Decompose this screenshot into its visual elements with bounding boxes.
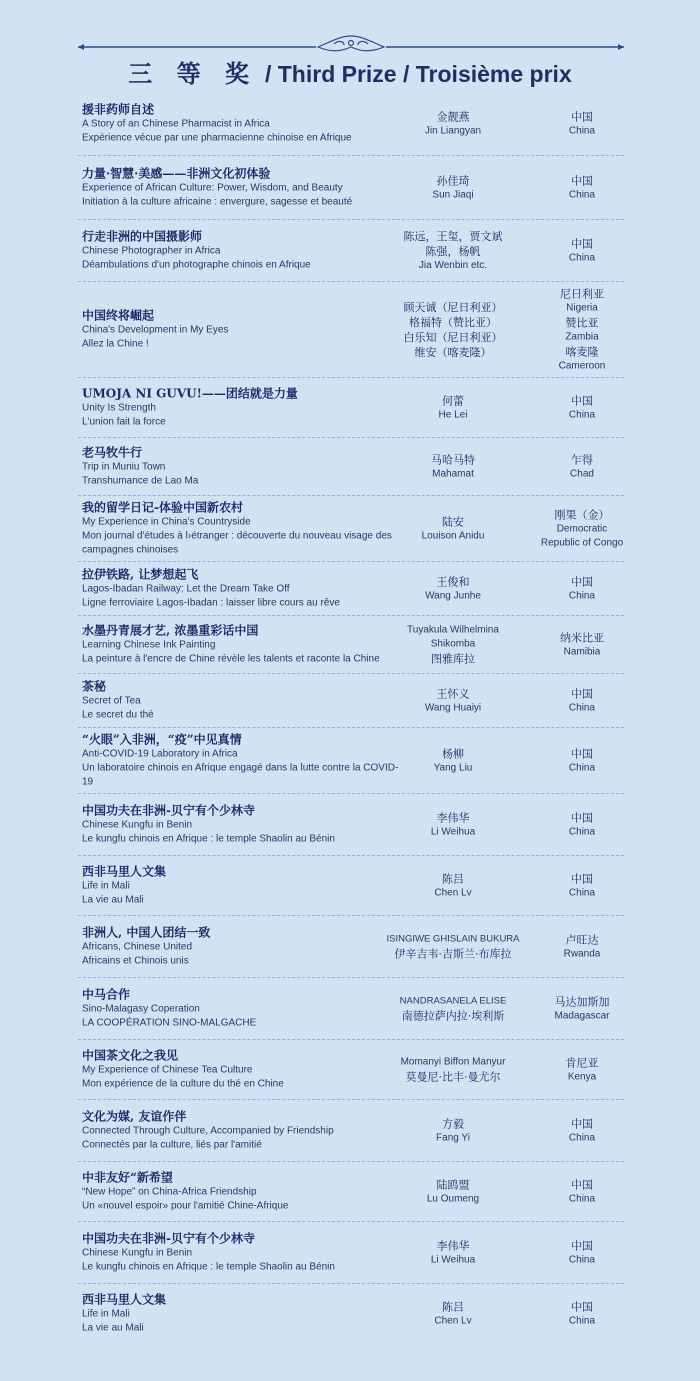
country-name-line: Namibia [563,646,601,657]
title-chinese: 中马合作 [82,987,131,1001]
title-english: Connected Through Culture, Accompanied by Friendship [82,1125,334,1136]
title-english-french: / Third Prize / Troisième prix [264,61,572,87]
work-titles [82,308,400,351]
title-french: Initiation à la culture africaine : envergure, sagesse et beauté [82,196,353,207]
author-name [378,514,528,543]
title-french: Mon expérience de la culture du thé en Chine [82,1078,284,1089]
work-titles [82,386,400,429]
award-entry [78,92,624,156]
author-name-line: Tuyakula Wilhelmina [407,624,499,635]
author-name-line: 伊辛吉韦·吉斯兰·布库拉 [394,947,512,960]
country-name-line: 尼日利亚 [560,287,604,300]
title-french: Mon journal d'études à l›étranger : découverte du nouveau visage des campagnes chinoises [82,530,392,555]
author-name-line: He Lei [438,409,468,420]
title-chinese: 西非马里人文集 [82,864,167,878]
author-name-line: 维安（喀麦隆） [414,345,492,359]
title-english: My Experience in China's Countryside [82,516,251,527]
section-title [0,54,700,89]
title-english: Africans, Chinese United [82,941,193,952]
author-name [378,393,528,422]
title-chinese: 拉伊铁路, 让梦想起飞 [82,567,199,581]
country-name [528,630,636,659]
title-english: “New Hope” on China-Africa Friendship [82,1186,257,1197]
title-chinese: 西非马里人文集 [82,1292,167,1307]
title-french: La vie au Mali [82,1322,144,1334]
award-entry [78,728,624,794]
country-name-line: 马达加斯加 [554,995,610,1008]
title-chinese: 茶秘 [82,679,107,693]
country-name-line: Cameroon [558,360,606,371]
title-chinese: 三 等 奖 [128,59,257,88]
title-chinese: 中国终将崛起 [82,308,155,322]
award-entry [78,378,624,438]
country-name-line: China [568,409,596,420]
country-name-line: 中国 [571,811,593,824]
author-name-line: Wang Junhe [425,590,481,601]
title-chinese: “火眼”入非洲，“疫”中见真情 [82,732,242,746]
title-french: La vie au Mali [82,894,144,905]
country-name [528,1055,636,1084]
country-name-line: Chad [570,468,594,479]
country-name-line: Democratic [556,523,608,534]
country-name [528,746,636,775]
author-name-line: 王怀义 [436,687,470,700]
award-entry [78,1040,624,1100]
author-name [378,994,528,1023]
country-name-line: 中国 [571,1300,593,1314]
author-name-line: Wang Huaiyi [424,702,482,713]
author-name-line: 李伟华 [436,1239,470,1252]
country-name-line: 中国 [571,174,593,187]
title-english: Experience of African Culture: Power, Wisdom, and Beauty [82,182,343,193]
award-entry [78,674,624,728]
work-titles [82,732,400,789]
author-name [378,1238,528,1267]
author-name [378,1055,528,1084]
title-french: Le secret du thé [82,709,154,720]
title-chinese: 中国功夫在非洲-贝宁有个少林寺 [82,803,255,817]
title-french: La peinture à l'encre de Chine révèle les talents et raconte la Chine [82,653,380,664]
author-name-line: 方毅 [442,1117,464,1130]
author-name [378,452,528,481]
title-chinese: 水墨丹青展才艺, 浓墨重彩话中国 [82,623,259,637]
country-name-line: 中国 [571,237,593,250]
title-chinese: 非洲人, 中国人团结一致 [82,925,211,939]
title-french: LA COOPÉRATION SINO-MALGACHE [82,1017,257,1028]
country-name-line: 卢旺达 [565,933,599,946]
award-entry [78,496,624,562]
country-name [528,507,636,550]
author-name-line: Yang Liu [433,762,473,773]
author-name-line: Jia Wenbin etc. [418,259,488,271]
country-name [528,452,636,481]
author-name-line: Louison Anidu [421,530,485,541]
award-entry [78,156,624,220]
author-name-line: Shikomba [430,638,476,649]
title-chinese: 文化为媒, 友谊作伴 [82,1109,187,1123]
work-titles [82,567,400,610]
work-titles [82,987,400,1030]
country-name-line: China [568,702,596,713]
author-name-line: ISINGIWE GHISLAIN BUKURA [386,933,520,944]
award-list [78,92,624,1344]
title-english: Trip in Muniu Town [82,461,166,472]
author-name [378,1300,528,1329]
country-name-line: Rwanda [563,948,601,959]
country-name-line: 乍得 [571,453,593,466]
award-entry [78,978,624,1040]
author-name [378,623,528,666]
country-name-line: 中国 [571,575,593,588]
title-french: Connectés par la culture, liés par l'amitié [82,1139,262,1150]
work-titles [82,1170,400,1213]
author-name-line: 白乐知（尼日利亚） [403,330,503,344]
country-name-line: China [568,762,596,773]
title-chinese: 中非友好“新希望 [82,1170,173,1184]
country-name-line: Madagascar [554,1010,610,1021]
title-french: Expérience vécue par une pharmacienne chinoise en Afrique [82,132,352,143]
country-name-line: 中国 [571,872,593,885]
title-english: Sino-Malagasy Coperation [82,1003,200,1014]
title-french: Allez la Chine ! [82,338,149,349]
author-name-line: Li Weihua [430,826,476,837]
country-name [528,236,636,265]
author-name [378,686,528,715]
country-name [528,109,636,138]
author-name-line: Chen Lv [434,1315,472,1327]
title-chinese: 中国茶文化之我见 [82,1048,179,1062]
country-name-line: China [568,1254,596,1265]
author-name-line: 金靓燕 [436,110,470,123]
title-chinese: 老马牧牛行 [82,445,143,459]
work-titles [82,445,400,488]
title-english: Chinese Kungfu in Benin [82,819,193,830]
author-name-line: 图雅库拉 [431,652,475,665]
author-name-line: 南德拉萨内拉·埃利斯 [401,1009,505,1022]
title-english: Unity Is Strength [82,402,156,413]
work-titles [82,102,400,145]
country-name-line: 中国 [571,110,593,123]
title-english: Life in Mali [82,880,130,891]
country-name-line: 中国 [571,1178,593,1191]
country-name [528,574,636,603]
award-entry [78,916,624,978]
award-entry [78,1222,624,1284]
author-name-line: Momanyi Biffon Manyur [400,1056,506,1067]
country-name [528,932,636,961]
author-name-line: 顾天诚（尼日利亚） [403,300,503,314]
award-entry [78,1284,624,1344]
award-entry [78,562,624,616]
title-french: Déambulations d'un photographe chinois en Afrique [82,259,311,270]
author-name-line: 陆安 [442,515,464,528]
author-name-line: NANDRASANELA ELISE [399,995,507,1006]
country-name-line: 中国 [571,1239,593,1252]
award-entry [78,282,624,378]
author-name [378,574,528,603]
work-titles [82,500,400,557]
country-name-line: 喀麦隆 [565,345,599,358]
country-name-line: China [568,252,596,263]
country-name-line: 中国 [571,687,593,700]
author-name-line: Chen Lv [434,887,472,898]
country-name-line: Republic of Congo [540,537,624,548]
title-french: Le kungfu chinois en Afrique : le temple Shaolin au Bénin [82,833,335,844]
award-entry [78,794,624,856]
title-french: Un laboratoire chinois en Afrique engagé dans la lutte contre la COVID-19 [82,762,399,787]
title-english: A Story of an Chinese Pharmacist in Africa [82,118,270,129]
work-titles [82,1048,400,1091]
author-name-line: 马哈马特 [431,453,475,466]
author-name-line: 陈吕 [442,1300,464,1314]
title-english: Anti-COVID-19 Laboratory in Africa [82,748,238,759]
author-name [378,932,528,961]
work-titles [82,623,400,666]
title-english: Chinese Photographer in Africa [82,245,221,256]
title-french: Africains et Chinois unis [82,955,189,966]
country-name [528,173,636,202]
work-titles [82,1109,400,1152]
country-name-line: 中国 [571,394,593,407]
title-chinese: 援非药师自述 [82,102,155,116]
author-name-line: Sun Jiaqi [432,189,474,200]
country-name [528,810,636,839]
award-entry [78,438,624,496]
title-english: Secret of Tea [82,695,141,706]
author-name-line: 何蕾 [442,394,464,407]
author-name-line: Mahamat [432,468,474,479]
award-entry [78,856,624,916]
award-entry [78,1100,624,1162]
title-french: L'union fait la force [82,416,166,427]
award-entry [78,616,624,674]
title-chinese: 我的留学日记-体验中国新农村 [82,500,243,514]
title-chinese: 中国功夫在非洲-贝宁有个少林寺 [82,1231,255,1245]
country-name-line: Zambia [565,331,599,342]
country-name [528,1116,636,1145]
author-name [378,871,528,900]
country-name-line: 中国 [571,747,593,760]
country-name-line: China [568,887,596,898]
author-name-line: 陈吕 [442,872,464,885]
country-name-line: China [568,1132,596,1143]
country-name-line: China [568,826,596,837]
country-name-line: Kenya [567,1071,597,1082]
country-name-line: Nigeria [566,302,598,313]
author-name-line: 陈强，杨帆 [425,244,481,258]
title-chinese: 力量·智慧·美感——非洲文化初体验 [82,166,271,180]
author-name-line: Jin Liangyan [424,125,482,136]
author-name-line: 李伟华 [436,811,470,824]
work-titles [82,925,400,968]
country-name-line: 纳米比亚 [560,631,604,644]
country-name [528,1238,636,1267]
work-titles [82,679,400,722]
title-french: Transhumance de Lao Ma [82,475,199,486]
author-name-line: 莫曼尼·比丰·曼尤尔 [405,1070,501,1083]
author-name-line: 王俊和 [436,575,470,588]
country-name [528,1177,636,1206]
author-name-line: Lu Oumeng [426,1193,480,1204]
author-name-line: 格福特（赞比亚） [409,315,497,329]
title-english: Life in Mali [82,1308,130,1320]
author-name-line: 陈远，王玺，贾文斌 [403,229,503,243]
work-titles [82,229,400,272]
award-entry [78,220,624,282]
author-name-line: 杨柳 [442,747,464,760]
work-titles [82,1231,400,1274]
title-english: Lagos-Ibadan Railway: Let the Dream Take Off [82,583,290,594]
country-name-line: 中国 [571,1117,593,1130]
author-name-line: 陆鸥盟 [436,1178,470,1191]
country-name-line: 赞比亚 [565,316,599,329]
country-name [528,286,636,373]
work-titles [82,864,400,907]
title-chinese: 行走非洲的中国摄影师 [82,229,203,243]
title-english: My Experience of Chinese Tea Culture [82,1064,253,1075]
country-name-line: China [568,1315,596,1327]
country-name-line: China [568,125,596,136]
author-name [378,109,528,138]
country-name [528,994,636,1023]
author-name [378,1177,528,1206]
title-french: Un «nouvel espoir» pour l'amitié Chine-Afrique [82,1200,289,1211]
author-name [378,300,528,360]
author-name [378,229,528,273]
country-name [528,686,636,715]
title-chinese: UMOJA NI GUVU!——团结就是力量 [82,386,298,400]
author-name [378,173,528,202]
title-english: China's Development in My Eyes [82,324,229,335]
work-titles [82,1293,400,1336]
title-english: Chinese Kungfu in Benin [82,1247,193,1258]
author-name-line: Li Weihua [430,1254,476,1265]
country-name [528,393,636,422]
work-titles [82,166,400,209]
author-name [378,1116,528,1145]
country-name-line: China [568,1193,596,1204]
country-name-line: 肯尼亚 [565,1056,599,1069]
country-name [528,871,636,900]
country-name-line: China [568,590,596,601]
author-name [378,810,528,839]
author-name [378,746,528,775]
title-french: Ligne ferroviaire Lagos-Ibadan : laisser libre cours au rêve [82,597,340,608]
title-french: Le kungfu chinois en Afrique : le temple Shaolin au Bénin [82,1261,335,1272]
country-name-line: China [568,189,596,200]
country-name [528,1300,636,1329]
work-titles [82,803,400,846]
author-name-line: 孙佳琦 [436,174,470,187]
title-english: Learning Chinese Ink Painting [82,639,216,650]
country-name-line: 刚果（金） [554,508,610,521]
author-name-line: Fang Yi [436,1132,470,1143]
award-entry [78,1162,624,1222]
